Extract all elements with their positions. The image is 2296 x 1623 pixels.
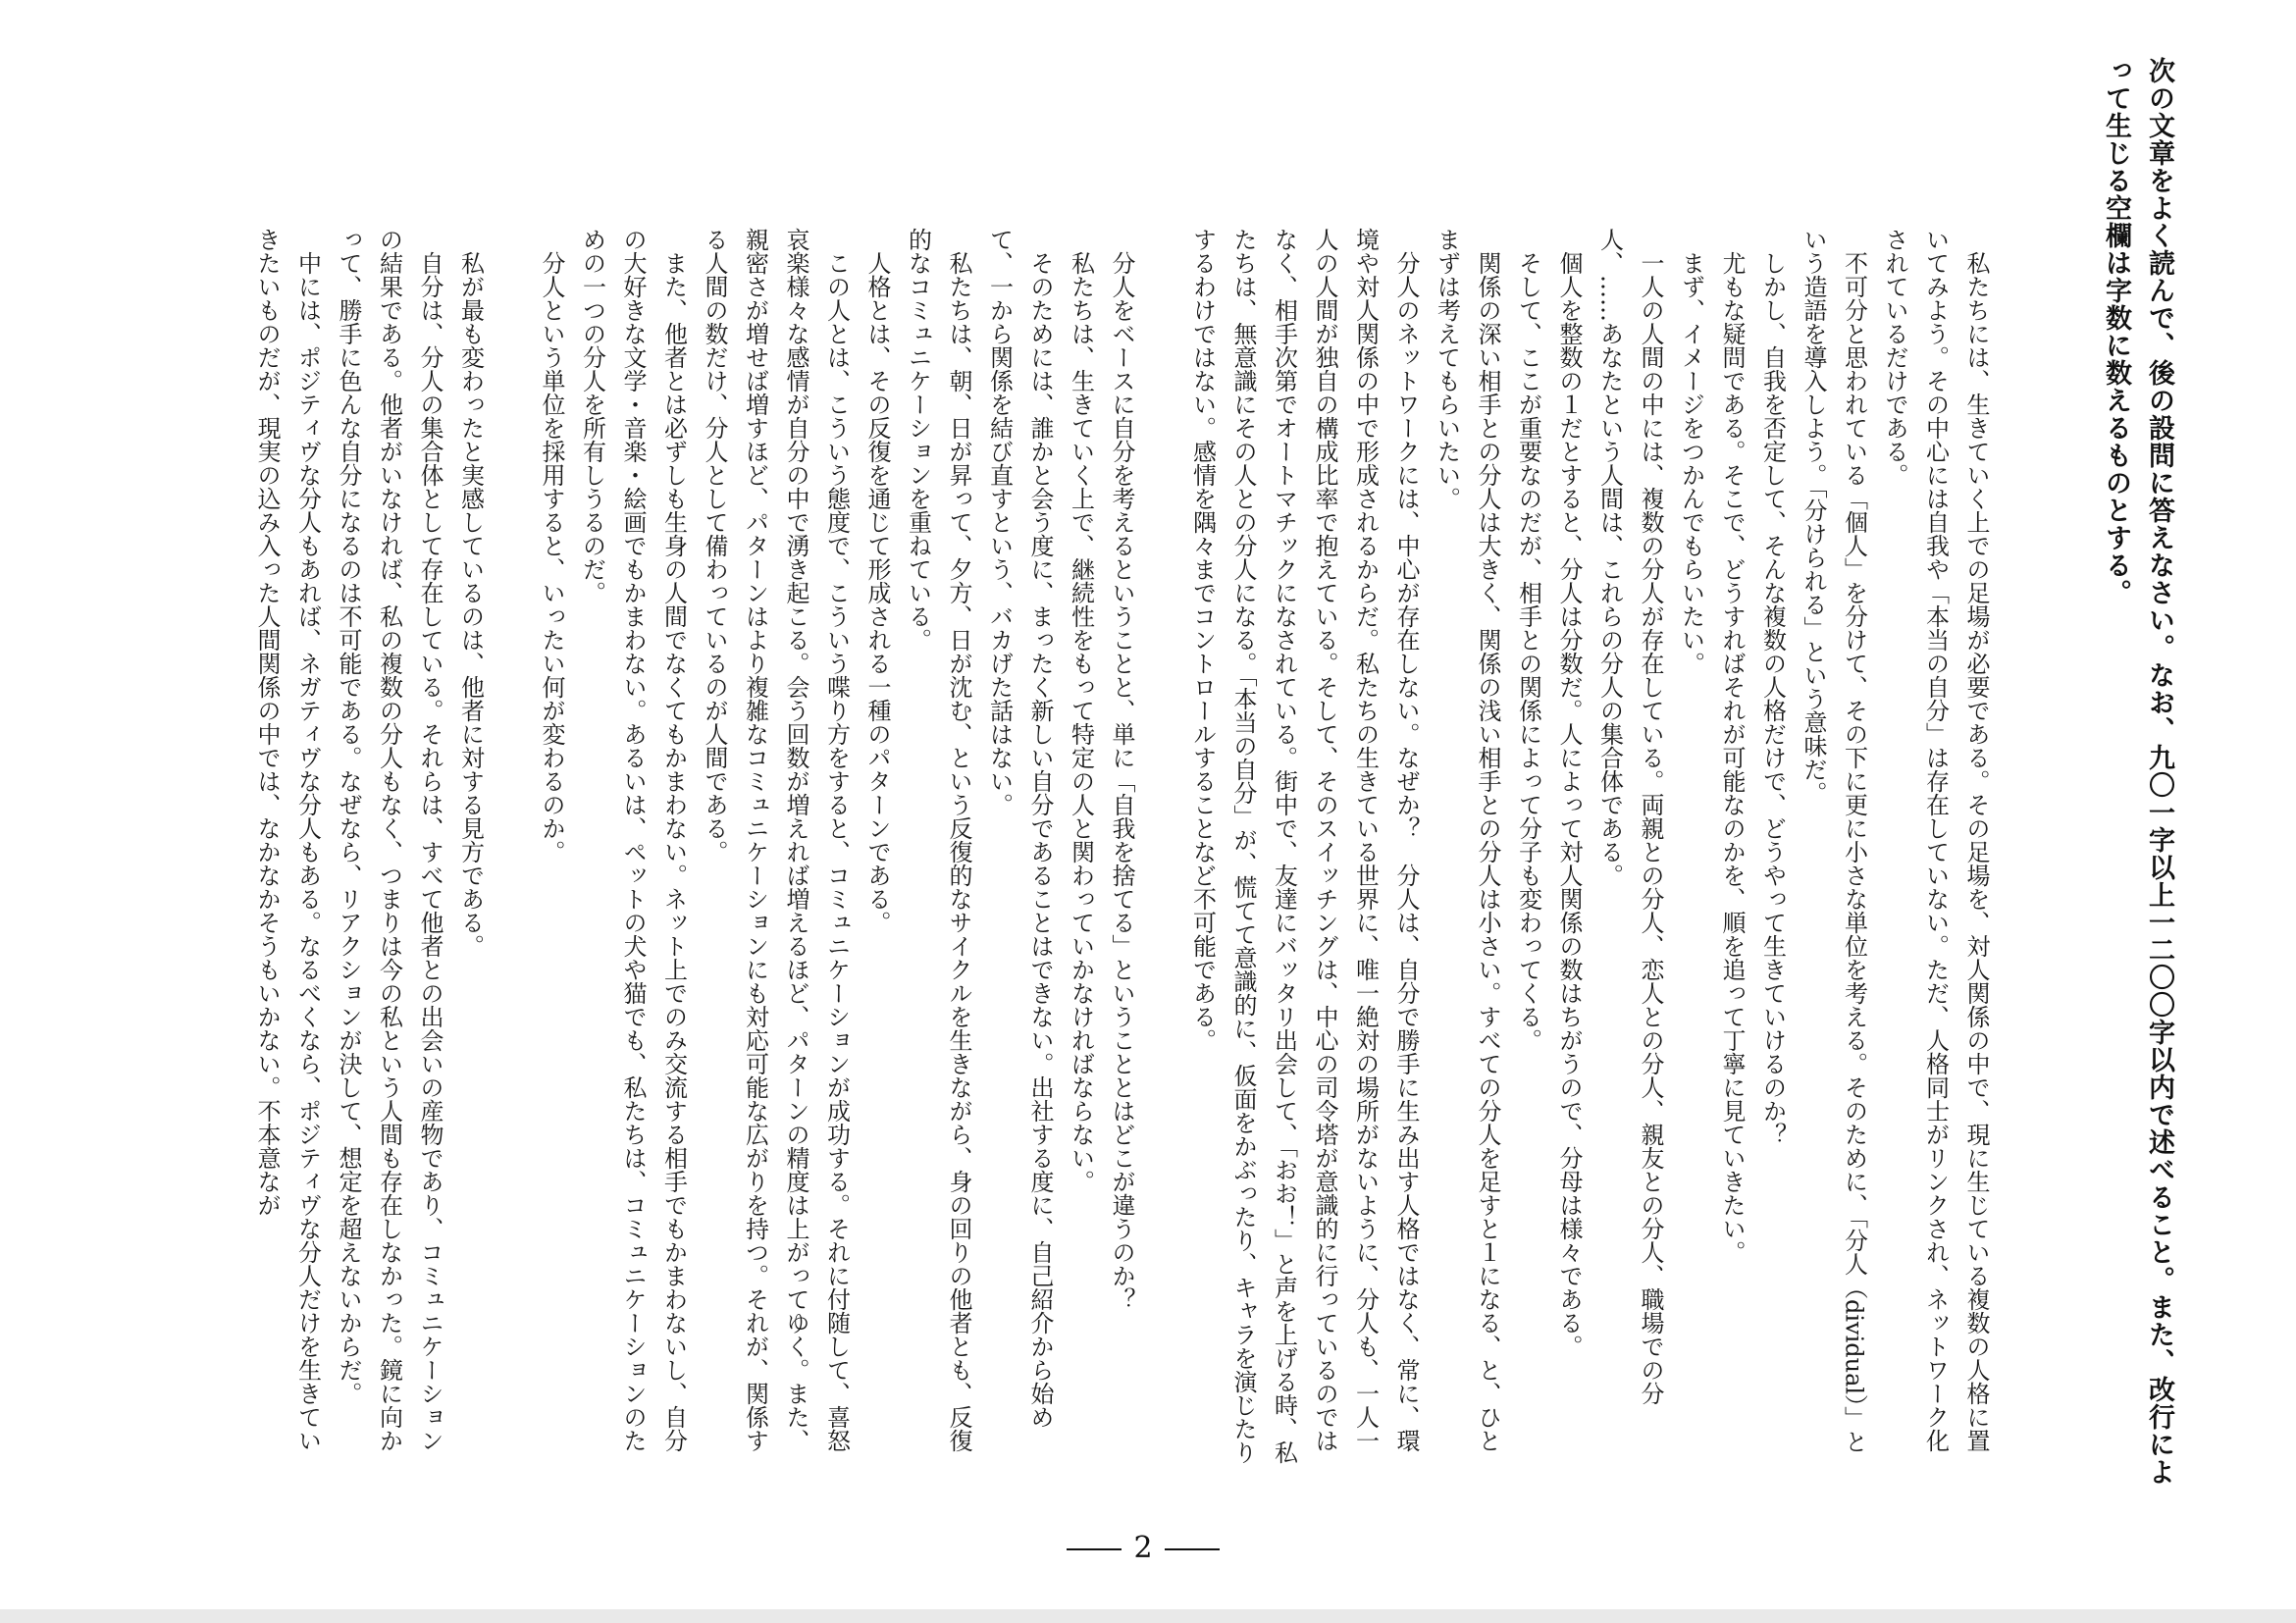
page-number	[1040, 1531, 1246, 1565]
passage-paragraph: そして、ここが重要なのだが、相手との関係によって分子も変わってくる。	[1514, 251, 1542, 1052]
passage-paragraph: 一人の人間の中には、複数の分人が存在している。両親との分人、恋人との分人、親友との分人、職場での分人、……あなたという人間は、これらの分人の集合体である。	[1595, 228, 1664, 1405]
passage-paragraph: 私たちには、生きていく上での足場が必要である。その足場を、対人関係の中で、現に生じている複数の人格に置いてみよう。その中心には自我や「本当の自分」は存在していない。ただ、人格同士がリンクされ、ネットワーク化されているだけである。	[1881, 228, 1990, 1452]
page-number-value: 2	[1133, 1531, 1153, 1565]
passage-paragraph: 分人という単位を採用すると、いったい何が変わるのか。	[538, 251, 565, 864]
passage-paragraph: 分人のネットワークには、中心が存在しない。なぜか？ 分人は、自分で勝手に生み出す人格ではなく、常に、環境や対人関係の中で形成されるからだ。私たちの生きている世界に、唯一絶対の場所がないように、分人も、一人一人の人間が独自の構成比率で抱えている。そして、そのスイッチングは、中心の司令塔が意識的に行っているのではなく、相手次第でオートマチックになされている。街中で、友達にバッタリ出会して、「おお！」と声を上げる時、私たちは、無意識にその人との分人になる。「本当の自分」が、慌てて意識的に、仮面をかぶったり、キャラを演じたりするわけではない。感情を隅々までコントロールすることなど不可能である。	[1188, 228, 1420, 1464]
question-instructions: 次の文章をよく読んで、後の設問に答えなさい。なお、九〇一字以上一二〇〇字以内で述べること。また、改行によって生じる空欄は字数に数えるものとする。	[2101, 57, 2174, 1486]
passage-paragraph: まず、イメージをつかんでもらいたい。	[1677, 251, 1705, 675]
passage-paragraph: しかし、自我を否定して、そんな複数の人格だけで、どうやって生きていけるのか？	[1758, 251, 1787, 1146]
passage-paragraph: 私が最も変わったと実感しているのは、他者に対する見方である。	[456, 251, 485, 958]
passage-paragraph: 不可分と思われている「個人」を分けて、その下に更に小さな単位を考える。そのために、「分人（dividual）」という造語を導入しよう。「分けられる」という意味だ。	[1800, 228, 1868, 1454]
scan-edge	[0, 1609, 2296, 1623]
passage-paragraph: また、他者とは必ずしも生身の人間でなくてもかまわない。ネット上でのみ交流する相手でもかまわないし、自分の大好きな文学・音楽・絵画でもかまわない。あるいは、ペットの犬や猫でも、私たちは、コミュニケーションのための一つの分人を所有しうるのだ。	[578, 228, 688, 1452]
passage-paragraph: 関係の深い相手との分人は大きく、関係の浅い相手との分人は小さい。すべての分人を足すと１になる、と、ひとまずは考えてもらいたい。	[1433, 228, 1501, 1452]
page-number-dash-left	[1067, 1548, 1122, 1550]
passage-paragraph: 中には、ポジティヴな分人もあれば、ネガティヴな分人もある。なるべくなら、ポジティヴな分人だけを生きていきたいものだが、現実の込み入った人間関係の中では、なかなかそうもいかない。不本意なが	[253, 228, 322, 1452]
passage-paragraph: 私たちは、朝、日が昇って、夕方、日が沈む、という反復的なサイクルを生きながら、身の回りの他者とも、反復的なコミュニケーションを重ねている。	[904, 228, 972, 1452]
passage-paragraph: 人格とは、その反復を通じて形成される一種のパターンである。	[863, 251, 891, 934]
passage-paragraph: そのためには、誰かと会う度に、まったく新しい自分であることはできない。出社する度に、自己紹介から始めて、一から関係を結び直すという、バカげた話はない。	[985, 228, 1054, 1429]
passage-paragraph: 尤もな疑問である。そこで、どうすればそれが可能なのかを、順を追って丁寧に見ていきたい。	[1718, 251, 1746, 1264]
passage-paragraph: 分人をベースに自分を考えるということと、単に「自我を捨てる」ということとはどこが違うのか？	[1108, 251, 1135, 1311]
passage-paragraph: この人とは、こういう態度で、こういう喋り方をすると、コミュニケーションが成功する。それに付随して、喜怒哀楽様々な感情が自分の中で湧き起こる。会う回数が増えれば増えるほど、パターンの精度は上がってゆく。また、親密さが増せば増すほど、パターンはより複雑なコミュニケーションにも対応可能な広がりを持つ。それが、関係する人間の数だけ、分人として備わっているのが人間である。	[701, 228, 851, 1452]
passage-text	[33, 228, 1996, 1474]
passage-paragraph: 私たちは、生きていく上で、継続性をもって特定の人と関わっていかなければならない。	[1067, 251, 1095, 1193]
page-number-dash-right	[1165, 1548, 1220, 1550]
passage-paragraph: 個人を整数の１だとすると、分人は分数だ。人によって対人関係の数はちがうので、分母は様々である。	[1555, 251, 1583, 1358]
passage-paragraph: 自分は、分人の集合体として存在している。それらは、すべて他者との出会いの産物であり、コミュニケーションの結果である。他者がいなければ、私の複数の分人もなく、つまりは今の私という人間も存在しなかった。鏡に向かって、勝手に色んな自分になるのは不可能である。なぜなら、リアクションが決して、想定を超えないからだ。	[335, 228, 444, 1452]
